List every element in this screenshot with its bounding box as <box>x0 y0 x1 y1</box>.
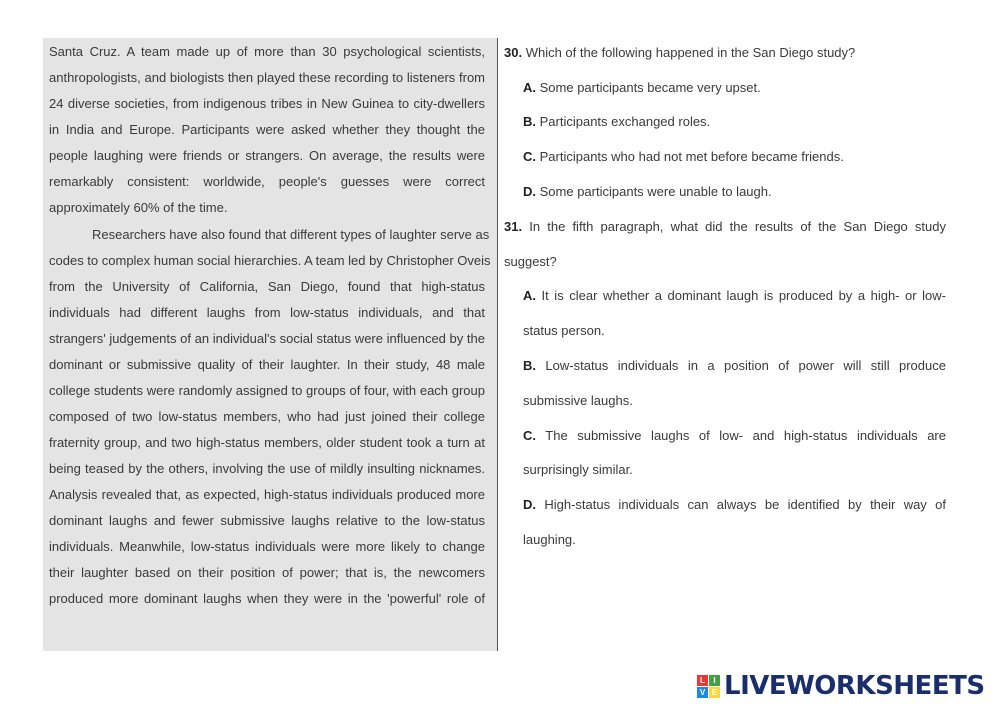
option-30-b <box>523 112 946 132</box>
logo-letter: E <box>709 687 720 698</box>
passage-line: fraternity group, and two high-status members, older student took a turn at <box>49 435 485 450</box>
option-30-c <box>523 147 946 167</box>
passage-line: individuals had different laughs from low-status individuals, and that <box>49 305 485 320</box>
option-31-c <box>523 426 946 446</box>
option-letter: C. <box>523 428 536 443</box>
passage-line: Researchers have also found that different types of laughter serve as <box>92 227 490 242</box>
question-31-stem <box>504 217 946 237</box>
option-30-a <box>523 78 946 98</box>
passage-line: composed of two low-status members, who had just joined their college <box>49 409 485 424</box>
logo-text: LIVEWORKSHEETS <box>724 671 985 701</box>
option-text: High-status individuals can always be identified by their way of <box>544 497 946 512</box>
liveworksheets-logo <box>697 670 985 702</box>
question-number: 31. <box>504 219 523 234</box>
passage-line: dominant or submissive quality of their laughter. In their study, 48 male <box>49 357 485 372</box>
passage-line: people laughing were friends or strangers. On average, the results were <box>49 148 485 163</box>
passage-line: 24 diverse societies, from indigenous tribes in New Guinea to city-dwellers <box>49 96 485 111</box>
question-31-stem-cont: suggest? <box>504 254 557 269</box>
option-letter: A. <box>523 288 536 303</box>
option-letter: D. <box>523 497 536 512</box>
passage-line: college students were randomly assigned to groups of four, with each group <box>49 383 485 398</box>
option-letter: B. <box>523 358 536 373</box>
option-text: Participants who had not met before became friends. <box>539 149 844 164</box>
option-30-d <box>523 182 946 202</box>
passage-line: Analysis revealed that, as expected, high-status individuals produced more <box>49 487 485 502</box>
option-text: Some participants became very upset. <box>539 80 761 95</box>
option-letter: A. <box>523 80 536 95</box>
passage-line: approximately 60% of the time. <box>49 200 228 215</box>
passage-line: remarkably consistent: worldwide, people's guesses were correct <box>49 174 485 189</box>
question-text: Which of the following happened in the San Diego study? <box>525 45 856 60</box>
passage-line: from the University of California, San Diego, found that high-status <box>49 279 485 294</box>
passage-line: in India and Europe. Participants were asked whether they thought the <box>49 122 485 137</box>
option-31-a <box>523 286 946 306</box>
passage-line: anthropologists, and biologists then played these recording to listeners from <box>49 70 485 85</box>
passage-line: codes to complex human social hierarchies. A team led by Christopher Oveis <box>49 253 491 268</box>
option-text: The submissive laughs of low- and high-status individuals are <box>545 428 946 443</box>
question-number: 30. <box>504 45 523 60</box>
passage-line: strangers' judgements of an individual's social status were influenced by the <box>49 331 485 346</box>
option-31-d <box>523 495 946 515</box>
logo-mark-icon <box>697 675 720 698</box>
option-31-c-cont: surprisingly similar. <box>523 462 633 477</box>
option-text: Some participants were unable to laugh. <box>539 184 772 199</box>
option-31-b <box>523 356 946 376</box>
passage-line: Santa Cruz. A team made up of more than 30 psychological scientists, <box>49 44 485 59</box>
option-text: Low-status individuals in a position of power will still produce <box>545 358 946 373</box>
logo-letter: V <box>697 687 708 698</box>
option-letter: D. <box>523 184 536 199</box>
question-30-stem <box>504 43 946 63</box>
passage-line: their laughter based on their position of power; that is, the newcomers <box>49 565 485 580</box>
passage-line: produced more dominant laughs when they were in the 'powerful' role of <box>49 591 485 606</box>
logo-letter: L <box>697 675 708 686</box>
option-letter: C. <box>523 149 536 164</box>
passage-line: being teased by the others, involving the use of mildly insulting nicknames. <box>49 461 485 476</box>
option-31-a-cont: status person. <box>523 323 605 338</box>
question-text: In the fifth paragraph, what did the results of the San Diego study <box>529 219 946 234</box>
option-31-b-cont: submissive laughs. <box>523 393 633 408</box>
option-text: It is clear whether a dominant laugh is produced by a high- or low- <box>541 288 946 303</box>
reading-passage-panel <box>43 38 498 651</box>
option-31-d-cont: laughing. <box>523 532 576 547</box>
logo-letter: I <box>709 675 720 686</box>
passage-line: individuals. Meanwhile, low-status individuals were more likely to change <box>49 539 485 554</box>
passage-line: dominant laughs and fewer submissive laughs relative to the low-status <box>49 513 485 528</box>
option-letter: B. <box>523 114 536 129</box>
option-text: Participants exchanged roles. <box>539 114 711 129</box>
